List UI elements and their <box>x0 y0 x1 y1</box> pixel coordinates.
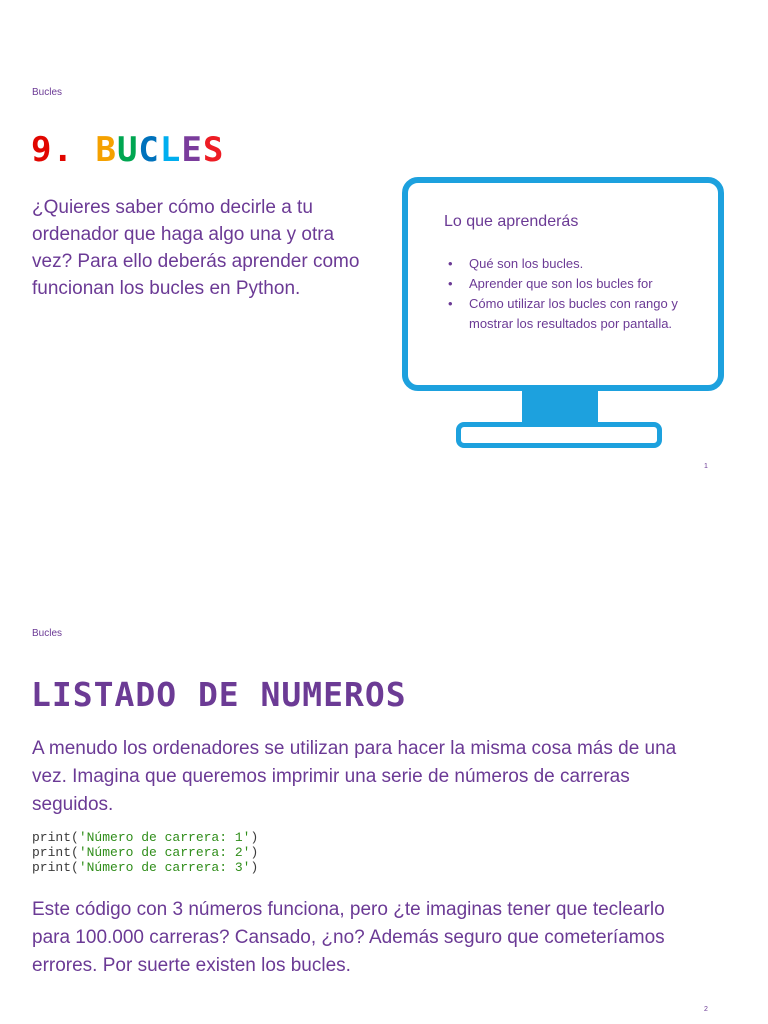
code-string: 'Número de carrera: 1' <box>78 830 251 845</box>
code-string: 'Número de carrera: 2' <box>78 845 251 860</box>
monitor-stand-neck <box>522 391 598 423</box>
monitor-screen <box>402 177 724 391</box>
body-paragraph: A menudo los ordenadores se utilizan para hacer la misma cosa más de una vez. Imagina que queremos imprimir una serie de números de carreras seguidos. <box>32 738 677 815</box>
monitor-stand-base <box>456 422 662 448</box>
code-line <box>32 845 258 860</box>
page-2 <box>0 512 768 1024</box>
code-line <box>32 830 258 845</box>
title-char: U <box>116 130 139 170</box>
learn-item: • Aprender que son los bucles for <box>444 274 710 294</box>
code-paren: ) <box>250 845 259 860</box>
title-char: . <box>52 130 74 170</box>
title-char: C <box>138 130 160 170</box>
code-block <box>32 830 258 875</box>
learn-item: • Qué son los bucles. <box>444 254 710 274</box>
code-function: print( <box>32 830 79 845</box>
page-title <box>31 130 225 170</box>
learn-item: • Cómo utilizar los bucles con rango y mostrar los resultados por pantalla. <box>444 294 710 334</box>
code-paren: ) <box>250 860 259 875</box>
page-title: LISTADO DE NUMEROS <box>31 675 407 714</box>
learn-heading: Lo que aprenderás <box>444 213 579 230</box>
title-char: 9 <box>31 130 53 170</box>
code-function: print( <box>32 860 79 875</box>
code-function: print( <box>32 845 79 860</box>
intro-paragraph: ¿Quieres saber cómo decirle a tu ordenador que haga algo una y otra vez? Para ello deberás aprender como funcionan los bucles en Python. <box>32 197 360 299</box>
code-string: 'Número de carrera: 3' <box>78 860 251 875</box>
page-number: 2 <box>704 1006 708 1013</box>
title-char: S <box>202 130 225 170</box>
body-paragraph: Este código con 3 números funciona, pero ¿te imaginas tener que teclearlo para 100.000 carreras? Cansado, ¿no? Además seguro que cometeríamos errores. Por suerte existen los bucles. <box>32 899 665 976</box>
code-line <box>32 860 258 875</box>
breadcrumb: Bucles <box>32 87 63 98</box>
title-char: L <box>159 130 182 170</box>
learn-list <box>444 254 710 334</box>
breadcrumb: Bucles <box>32 628 63 639</box>
title-char <box>74 130 95 170</box>
code-paren: ) <box>250 830 259 845</box>
title-char: E <box>181 130 203 170</box>
title-char: B <box>95 130 117 170</box>
page-number: 1 <box>704 463 708 470</box>
